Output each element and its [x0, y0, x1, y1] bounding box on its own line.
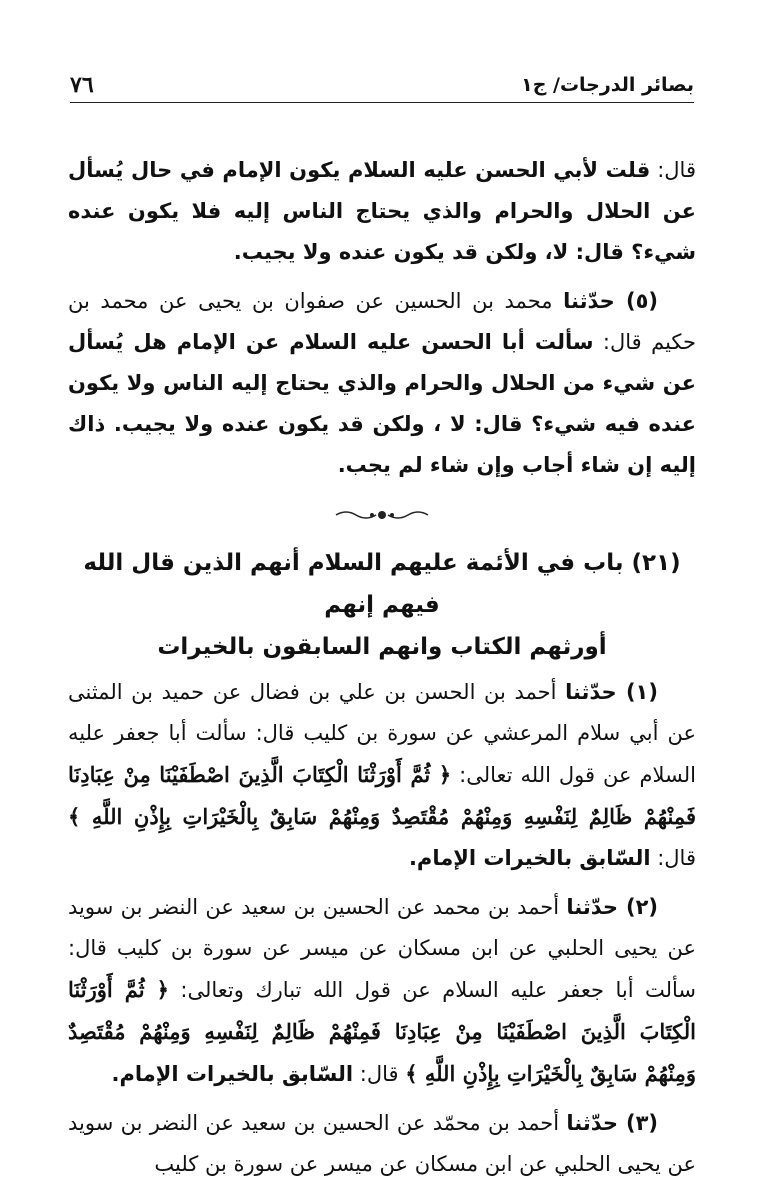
hadith-number: (٣) حدّثنا: [566, 1111, 658, 1135]
text-segment: قال:: [650, 158, 696, 182]
section-divider-ornament: [68, 494, 696, 536]
bold-quote: السّابق بالخيرات الإمام.: [408, 846, 651, 870]
bold-quote: سألت أبا الحسن عليه السلام عن الإمام هل يُسأل عن شيء من الحلال والحرام والذي يحتاج إليه الناس ولا يكون عنده فيه شيء؟ قال: لا ، ولكن قد يكون عنده ولا يجيب. ذاك إليه إن شاء أجاب وإن شاء لم يجب.: [68, 330, 696, 477]
isnad-chain: أحمد بن محمد عن الحسين بن سعيد عن النضر بن سويد عن يحيى الحلبي عن ابن مسكان عن ميسر عن سورة بن كليب قال: سألت أبا جعفر عليه السلام عن قول الله تبارك وتعالى:: [68, 895, 696, 1002]
hadith-1: [68, 672, 696, 879]
running-title: بصائر الدرجات/ ج١: [521, 74, 694, 96]
text-segment: قال:: [353, 1062, 406, 1086]
quran-verse: ﴿ ثُمَّ أَوْرَثْنَا الْكِتَابَ الَّذِينَ اصْطَفَيْنَا مِنْ عِبَادِنَا فَمِنْهُمْ ظَالِمٌ لِنَفْسِهِ وَمِنْهُمْ مُقْتَصِدٌ وَمِنْهُمْ سَابِقٌ بِالْخَيْرَاتِ بِإِذْنِ اللَّهِ ﴾: [68, 762, 696, 829]
bold-quote: قلت لأبي الحسن عليه السلام يكون الإمام في حال يُسأل عن الحلال والحرام والذي يحتاج الناس إليه فلا يكون عنده شيء؟ قال: لا، ولكن قد يكون عنده ولا يجيب.: [68, 158, 696, 264]
isnad-chain: محمد بن الحسين عن صفوان بن يحيى عن محمد بن حكيم قال:: [68, 289, 696, 354]
chapter-heading-line-1: (٢١) باب في الأئمة عليهم السلام أنهم الذين قال الله فيهم إنهم: [83, 550, 681, 618]
ornament-icon: [332, 507, 432, 523]
bold-quote: السّابق بالخيرات الإمام.: [111, 1062, 354, 1086]
hadith-2: [68, 887, 696, 1095]
hadith-number: (٢) حدّثنا: [566, 895, 658, 919]
text-segment: قال:: [650, 846, 696, 870]
chapter-heading: [68, 542, 696, 668]
page-number: ٧٦: [70, 72, 94, 98]
chapter-heading-line-2: أورثهم الكتاب وانهم السابقون بالخيرات: [157, 634, 607, 660]
hadith-number: (١) حدّثنا: [565, 680, 658, 704]
hadith-5: [68, 281, 696, 486]
page-header: [70, 62, 694, 103]
hadith-number: (٥) حدّثنا: [563, 289, 658, 313]
isnad-chain: أحمد بن محمّد عن الحسين بن سعيد عن النضر بن سويد عن يحيى الحلبي عن ابن مسكان عن ميسر عن سورة بن كليب: [68, 1111, 696, 1176]
hadith-3: [68, 1103, 696, 1185]
paragraph-continuation: [68, 150, 696, 273]
quran-verse: ﴿ ثُمَّ أَوْرَثْنَا الْكِتَابَ الَّذِينَ اصْطَفَيْنَا مِنْ عِبَادِنَا فَمِنْهُمْ ظَالِمٌ لِنَفْسِهِ وَمِنْهُمْ مُقْتَصِدٌ وَمِنْهُمْ سَابِقٌ بِالْخَيْرَاتِ بِإِذْنِ اللَّهِ ﴾: [68, 977, 696, 1086]
page-body: [68, 150, 696, 1193]
isnad-chain: أحمد بن الحسن بن علي بن فضال عن حميد بن المثنى عن أبي سلام المرعشي عن سورة بن كليب قال: سألت أبا جعفر عليه السلام عن قول الله تعالى:: [68, 680, 696, 787]
